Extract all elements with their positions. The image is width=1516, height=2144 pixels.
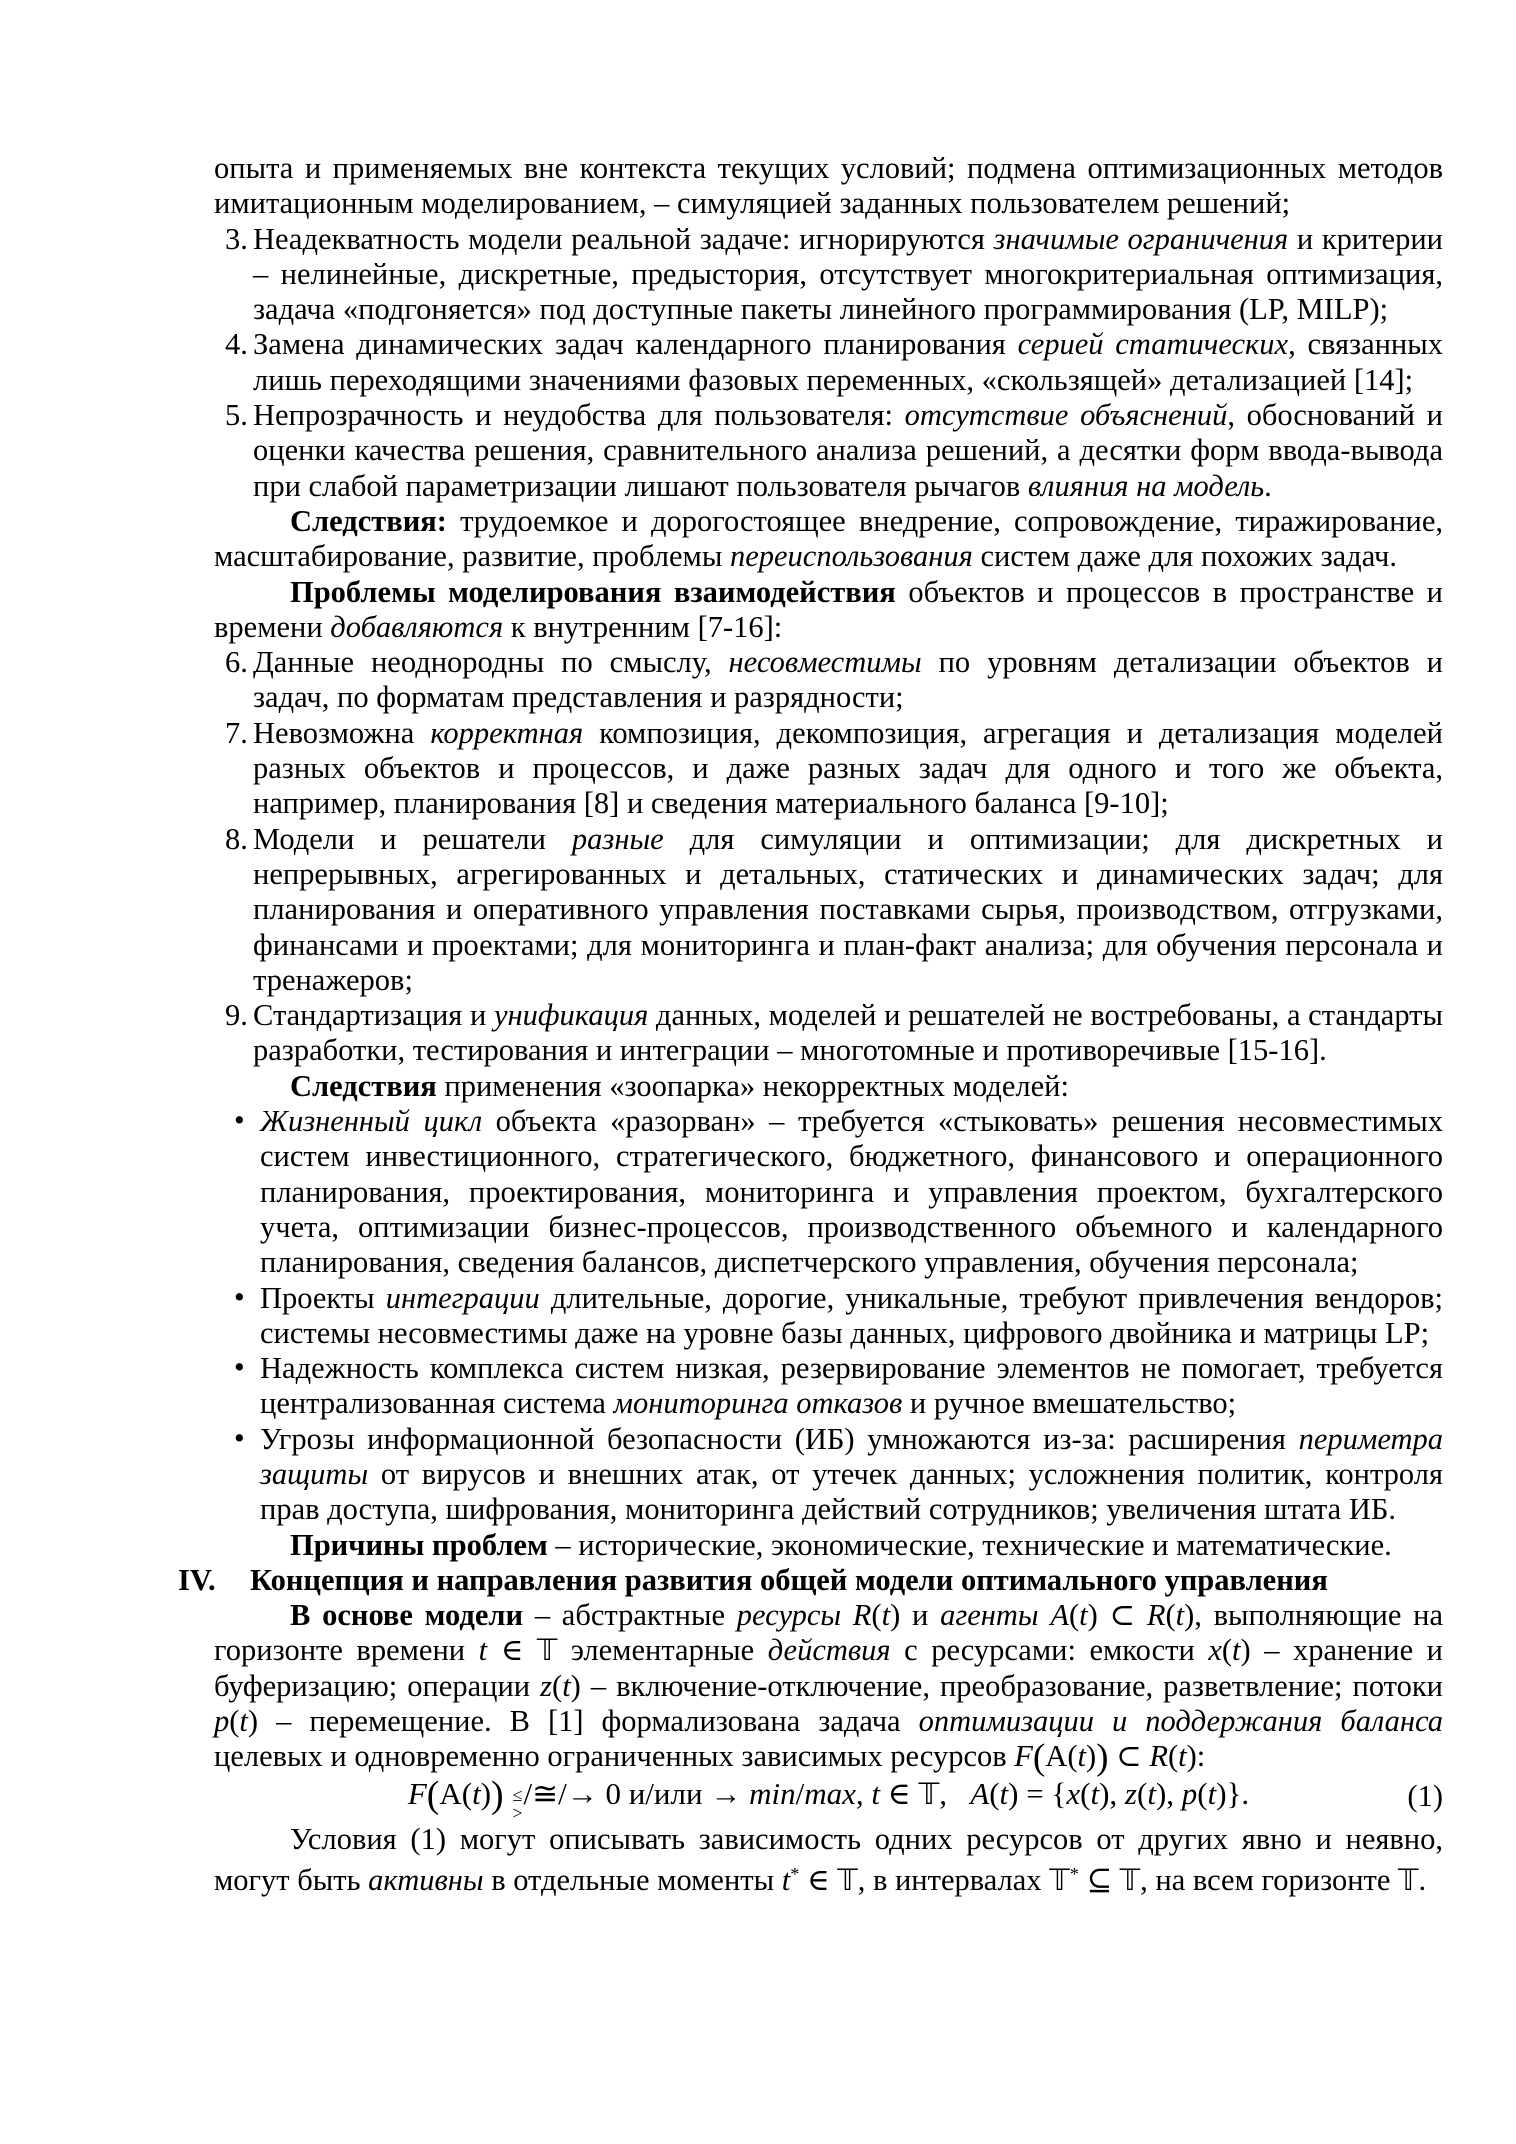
text-run: В основе модели bbox=[290, 1598, 524, 1633]
text-run: F bbox=[407, 1775, 427, 1811]
text-run: ) bbox=[1184, 1598, 1195, 1633]
text-run: – хранение и буферизацию; операции bbox=[214, 1633, 1443, 1703]
text-run: Данные неоднородны по смыслу, bbox=[253, 645, 729, 680]
numbered-item bbox=[214, 716, 1443, 822]
text-run: – включение-отключение, преобразование, разветвление; потоки bbox=[580, 1668, 1443, 1703]
text-run: 𝕋 bbox=[1049, 1862, 1070, 1897]
text-run: Замена динамических задач календарного планирования bbox=[253, 327, 1018, 362]
text-run: данных, моделей и решателей не востребованы, а стандарты разработки, тестирования и интеграции – многотомные и противоречивые [15-16]. bbox=[253, 998, 1443, 1068]
text-run: t bbox=[562, 1668, 571, 1703]
heading-number: IV. bbox=[178, 1562, 216, 1597]
numbered-item bbox=[214, 222, 1443, 328]
text-run: трудоемкое и дорогостоящее внедрение, сопровождение, тиражирование, масштабирование, развитие, проблемы bbox=[214, 503, 1443, 574]
text-run: ( bbox=[229, 1704, 240, 1739]
paragraph bbox=[214, 1598, 1444, 1779]
numbered-item bbox=[214, 998, 1443, 1069]
text-run: с ресурсами: емкости bbox=[890, 1633, 1209, 1668]
text-run bbox=[841, 1598, 853, 1632]
bullet-icon: • bbox=[234, 1420, 245, 1455]
text-run: значимые ограничения bbox=[993, 221, 1289, 256]
text-run: Следствия bbox=[290, 1068, 437, 1103]
paragraph bbox=[214, 1528, 1443, 1563]
text-run: Невозможна bbox=[253, 715, 431, 750]
text-run: min bbox=[749, 1775, 796, 1811]
text-run: объекта «разорван» – требуется «стыковать» решения несовместимых систем инвестиционного, стратегического, бюджетного, финансового и операционного планирования, проектирования, мониторинга и управления проектом, бухгалтерского учета, оптимизации бизнес-процессов, производственного объемного и календарного планирования, сведения балансов, диспетчерского управления, обучения персонала; bbox=[260, 1104, 1443, 1280]
text-run: t bbox=[1077, 1739, 1086, 1774]
formula bbox=[214, 1773, 1443, 1823]
text-run: ) bbox=[247, 1704, 259, 1739]
text-run: Следствия: bbox=[290, 503, 447, 538]
text-run bbox=[504, 1776, 512, 1811]
text-run: Стандартизация и bbox=[253, 998, 494, 1033]
text-run: . bbox=[1264, 468, 1272, 503]
text-run: систем даже для похожих задач. bbox=[972, 539, 1397, 574]
text-run: ( bbox=[1136, 1775, 1148, 1811]
bullet-item bbox=[214, 1104, 1443, 1280]
text-run: z bbox=[540, 1668, 553, 1703]
text-run: к внутренним [7-16]: bbox=[503, 609, 783, 644]
text-run: длительные, дорогие, уникальные, требуют привлечения вендоров; системы несовместимы даже на уровне базы данных, цифрового двойника и матрицы LP; bbox=[260, 1280, 1443, 1350]
text-run: – абстрактные bbox=[523, 1598, 737, 1633]
item-number: 4. bbox=[225, 327, 248, 362]
text-run: активны bbox=[368, 1862, 484, 1897]
bullet-item bbox=[214, 1281, 1443, 1352]
text-run: серией статических bbox=[1017, 327, 1289, 362]
text-run: /≅/→ 0 и/или → bbox=[523, 1775, 750, 1811]
bullet-icon: • bbox=[234, 1350, 245, 1385]
text-run: Угрозы информационной безопасности (ИБ) умножаются из-за: расширения bbox=[260, 1421, 1299, 1456]
text-run: и ручное вмешательство; bbox=[902, 1386, 1237, 1421]
item-number: 7. bbox=[225, 715, 248, 750]
text-run: периметра защиты bbox=[260, 1421, 1443, 1491]
text-run: объектов и процессов в пространстве и времени bbox=[214, 574, 1443, 644]
text-run: ( bbox=[1165, 1598, 1176, 1633]
text-run: ресурсы bbox=[736, 1598, 842, 1633]
numbered-item bbox=[214, 645, 1443, 716]
bullet-icon: • bbox=[234, 1103, 245, 1138]
text-run: 𝕋 bbox=[536, 1633, 558, 1668]
text-run: опыта и применяемых вне контекста текущих условий; подмена оптимизационных методов имитационным моделированием, – симуляцией заданных пользователем решений; bbox=[214, 151, 1443, 221]
text-run: ) bbox=[570, 1668, 581, 1703]
text-run: 𝕋 bbox=[1398, 1862, 1419, 1897]
text-run: в отдельные моменты bbox=[483, 1862, 782, 1897]
text-run: , обоснований и оценки качества решения, сравнительного анализа решений, а десятки форм ввода-вывода при слабой параметризации лишают пользователя рычагов bbox=[253, 398, 1443, 503]
text-run: , bbox=[939, 1775, 971, 1811]
bullet-item bbox=[214, 1422, 1443, 1528]
text-run: F bbox=[1014, 1739, 1033, 1774]
text-run: композиция, декомпозиция, агрегация и детализация моделей разных объектов и процессов, и даже разных задач для одного и того же объекта, например, планирования [8] и сведения материального баланса [9-10]; bbox=[253, 715, 1443, 821]
continuation-paragraph bbox=[214, 151, 1443, 222]
text-run: ) = { bbox=[1008, 1775, 1067, 1811]
bullet-icon: • bbox=[234, 1279, 245, 1314]
section-heading bbox=[178, 1562, 1443, 1598]
item-number: 9. bbox=[225, 998, 248, 1033]
text-run: ( bbox=[1167, 1739, 1179, 1774]
text-run: Условия (1) могут описывать зависимость одних ресурсов от других явно и неявно, могут быть bbox=[214, 1821, 1443, 1897]
text-run: ( bbox=[426, 1773, 440, 1816]
text-run: агенты bbox=[940, 1598, 1039, 1633]
item-number: 6. bbox=[225, 645, 248, 680]
text-run: x bbox=[1066, 1775, 1081, 1811]
text-run: Причины проблем bbox=[290, 1527, 548, 1562]
text-run: по уровням детализации объектов и задач, по форматам представления и разрядности; bbox=[253, 645, 1443, 715]
text-run: применения «зоопарка» некорректных моделей: bbox=[436, 1068, 1069, 1103]
text-run: ⊆ bbox=[1078, 1862, 1120, 1897]
text-run: разные bbox=[571, 821, 664, 856]
text-run: целевых и одновременно ограниченных зависимых ресурсов bbox=[214, 1739, 1015, 1774]
bullet-item bbox=[214, 1351, 1443, 1422]
text-run: ( bbox=[1068, 1598, 1080, 1633]
text-run: ) bbox=[1085, 1739, 1097, 1774]
text-run: )}. bbox=[1216, 1775, 1250, 1811]
text-run: , bbox=[855, 1775, 872, 1811]
text-run: R bbox=[1146, 1598, 1166, 1633]
text-run: влияния на модель bbox=[1027, 468, 1265, 503]
text-run: – исторические, экономические, технические и математические. bbox=[547, 1527, 1392, 1562]
text-run: унификация bbox=[493, 998, 649, 1033]
paragraph bbox=[214, 1069, 1443, 1104]
text-run: и критерии – нелинейные, дискретные, предыстория, отсутствует многокритериальная оптимизация, задача «подгоняется» под доступные пакеты линейного программирования (LP, MILP); bbox=[253, 221, 1443, 327]
text-run: , на всем горизонте bbox=[1140, 1862, 1399, 1897]
text-run: A( bbox=[1045, 1739, 1078, 1774]
text-run: , связанных лишь переходящими значениями фазовых переменных, «скользящей» детализацией [14]; bbox=[253, 327, 1443, 397]
text-run: корректная bbox=[430, 715, 584, 750]
text-run: t bbox=[1090, 1775, 1100, 1811]
text-run: элементарные bbox=[557, 1633, 768, 1668]
text-run: интеграции bbox=[385, 1280, 540, 1315]
text-run: ), bbox=[1099, 1775, 1125, 1811]
text-run: max bbox=[804, 1775, 856, 1811]
text-run: Надежность комплекса систем низкая, резервирование элементов не помогает, требуется централизованная система bbox=[260, 1351, 1443, 1421]
text-run: t bbox=[871, 1775, 880, 1811]
stacked-relation-symbol: ≤ > bbox=[512, 1785, 523, 1823]
text-run: , выполняющие на горизонте времени bbox=[214, 1598, 1444, 1668]
text-run: оптимизации и поддержания баланса bbox=[918, 1704, 1443, 1739]
text-run: отсутствие объяснений bbox=[904, 398, 1228, 433]
text-run: ( bbox=[1080, 1775, 1091, 1811]
text-run: ): bbox=[1186, 1739, 1206, 1774]
text-run: ) bbox=[890, 1598, 901, 1633]
text-run: ∈ bbox=[879, 1775, 919, 1811]
text-run: ) bbox=[1240, 1633, 1251, 1668]
text-run: – перемещение. В [1] формализована задача bbox=[258, 1704, 919, 1739]
paragraph bbox=[214, 504, 1443, 575]
text-run: ( bbox=[552, 1668, 563, 1703]
text-run: t bbox=[478, 1633, 488, 1668]
text-run: A bbox=[970, 1775, 990, 1811]
text-run: Модели и решатели bbox=[253, 821, 572, 856]
text-run: * bbox=[1069, 1863, 1079, 1884]
text-run: / bbox=[795, 1775, 805, 1811]
text-run: Непрозрачность и неудобства для пользователя: bbox=[253, 398, 905, 433]
text-run: переиспользования bbox=[729, 539, 973, 574]
text-run: 𝕋 bbox=[837, 1862, 858, 1897]
text-run: t bbox=[1178, 1739, 1187, 1774]
numbered-item bbox=[214, 398, 1443, 504]
text-run: действия bbox=[767, 1633, 891, 1668]
text-run: несовместимы bbox=[728, 645, 922, 680]
text-run: ( bbox=[871, 1598, 882, 1633]
formula-body bbox=[407, 1773, 1250, 1823]
text-run: ) bbox=[1096, 1737, 1109, 1779]
text-run: добавляются bbox=[330, 609, 504, 644]
text-run: и bbox=[900, 1598, 941, 1633]
text-run: ( bbox=[1197, 1775, 1208, 1811]
text-run: * bbox=[790, 1863, 800, 1884]
text-run: t bbox=[1175, 1598, 1185, 1633]
text-run bbox=[1039, 1598, 1051, 1632]
item-number: 8. bbox=[225, 821, 248, 856]
text-run: z bbox=[1124, 1775, 1137, 1811]
text-run: t bbox=[999, 1775, 1009, 1811]
text-run: t bbox=[1147, 1775, 1156, 1811]
item-number: 5. bbox=[225, 398, 248, 433]
text-run: ) bbox=[480, 1775, 492, 1811]
text-run: ∈ bbox=[487, 1633, 537, 1668]
text-run: p bbox=[214, 1704, 230, 1739]
text-run: t bbox=[781, 1862, 791, 1897]
text-run: ( bbox=[1221, 1633, 1233, 1668]
text-run: t bbox=[472, 1775, 481, 1811]
text-run: Проблемы моделирования взаимодействия bbox=[290, 574, 896, 609]
text-run: мониторинга отказов bbox=[613, 1386, 903, 1421]
text-run: t bbox=[1079, 1598, 1088, 1633]
numbered-item bbox=[214, 327, 1443, 398]
item-number: 3. bbox=[225, 221, 248, 256]
text-run: Жизненный цикл bbox=[260, 1104, 483, 1139]
text-run: x bbox=[1208, 1633, 1222, 1668]
text-run: Концепция и направления развития общей модели оптимального управления bbox=[250, 1562, 1328, 1597]
text-run: 𝕋 bbox=[918, 1776, 940, 1811]
text-run: t bbox=[1232, 1633, 1241, 1668]
text-run: Неадекватность модели реальной задаче: игнорируются bbox=[253, 221, 994, 256]
text-run: ) ⊂ bbox=[1087, 1598, 1147, 1633]
text-run: A bbox=[1050, 1598, 1069, 1633]
text-run: ( bbox=[989, 1775, 1000, 1811]
text-run: t bbox=[1207, 1775, 1217, 1811]
text-run: ( bbox=[1032, 1737, 1046, 1779]
text-run: 𝕋 bbox=[1119, 1862, 1141, 1897]
text-run: R bbox=[1149, 1739, 1168, 1774]
paragraph bbox=[214, 1822, 1443, 1899]
text-run: , в интервалах bbox=[857, 1862, 1050, 1897]
text-run: ⊂ bbox=[1108, 1739, 1150, 1774]
text-run: t bbox=[239, 1704, 248, 1739]
text-run: ), bbox=[1155, 1775, 1182, 1811]
formula-number: (1) bbox=[1407, 1778, 1443, 1813]
text-run: t bbox=[881, 1598, 891, 1633]
text-run: . bbox=[1418, 1862, 1427, 1897]
text-run: R bbox=[852, 1598, 872, 1633]
text-run: Проекты bbox=[260, 1280, 386, 1315]
text-run: p bbox=[1181, 1775, 1198, 1811]
text-run: для симуляции и оптимизации; для дискретных и непрерывных, агрегированных и детальных, статических и динамических задач; для планирования и оперативного управления поставками сырья, производством, отгрузками, финансами и проектами; для мониторинга и план-факт анализа; для обучения персонала и тренажеров; bbox=[253, 821, 1443, 997]
text-run: ) bbox=[491, 1773, 504, 1816]
numbered-item bbox=[214, 822, 1443, 998]
text-run: от вирусов и внешних атак, от утечек данных; усложнения политик, контроля прав доступа, шифрования, мониторинга действий сотрудников; увеличения штата ИБ. bbox=[260, 1456, 1443, 1527]
paragraph bbox=[214, 575, 1443, 646]
text-run: ∈ bbox=[799, 1862, 838, 1897]
text-run: A( bbox=[439, 1775, 473, 1811]
